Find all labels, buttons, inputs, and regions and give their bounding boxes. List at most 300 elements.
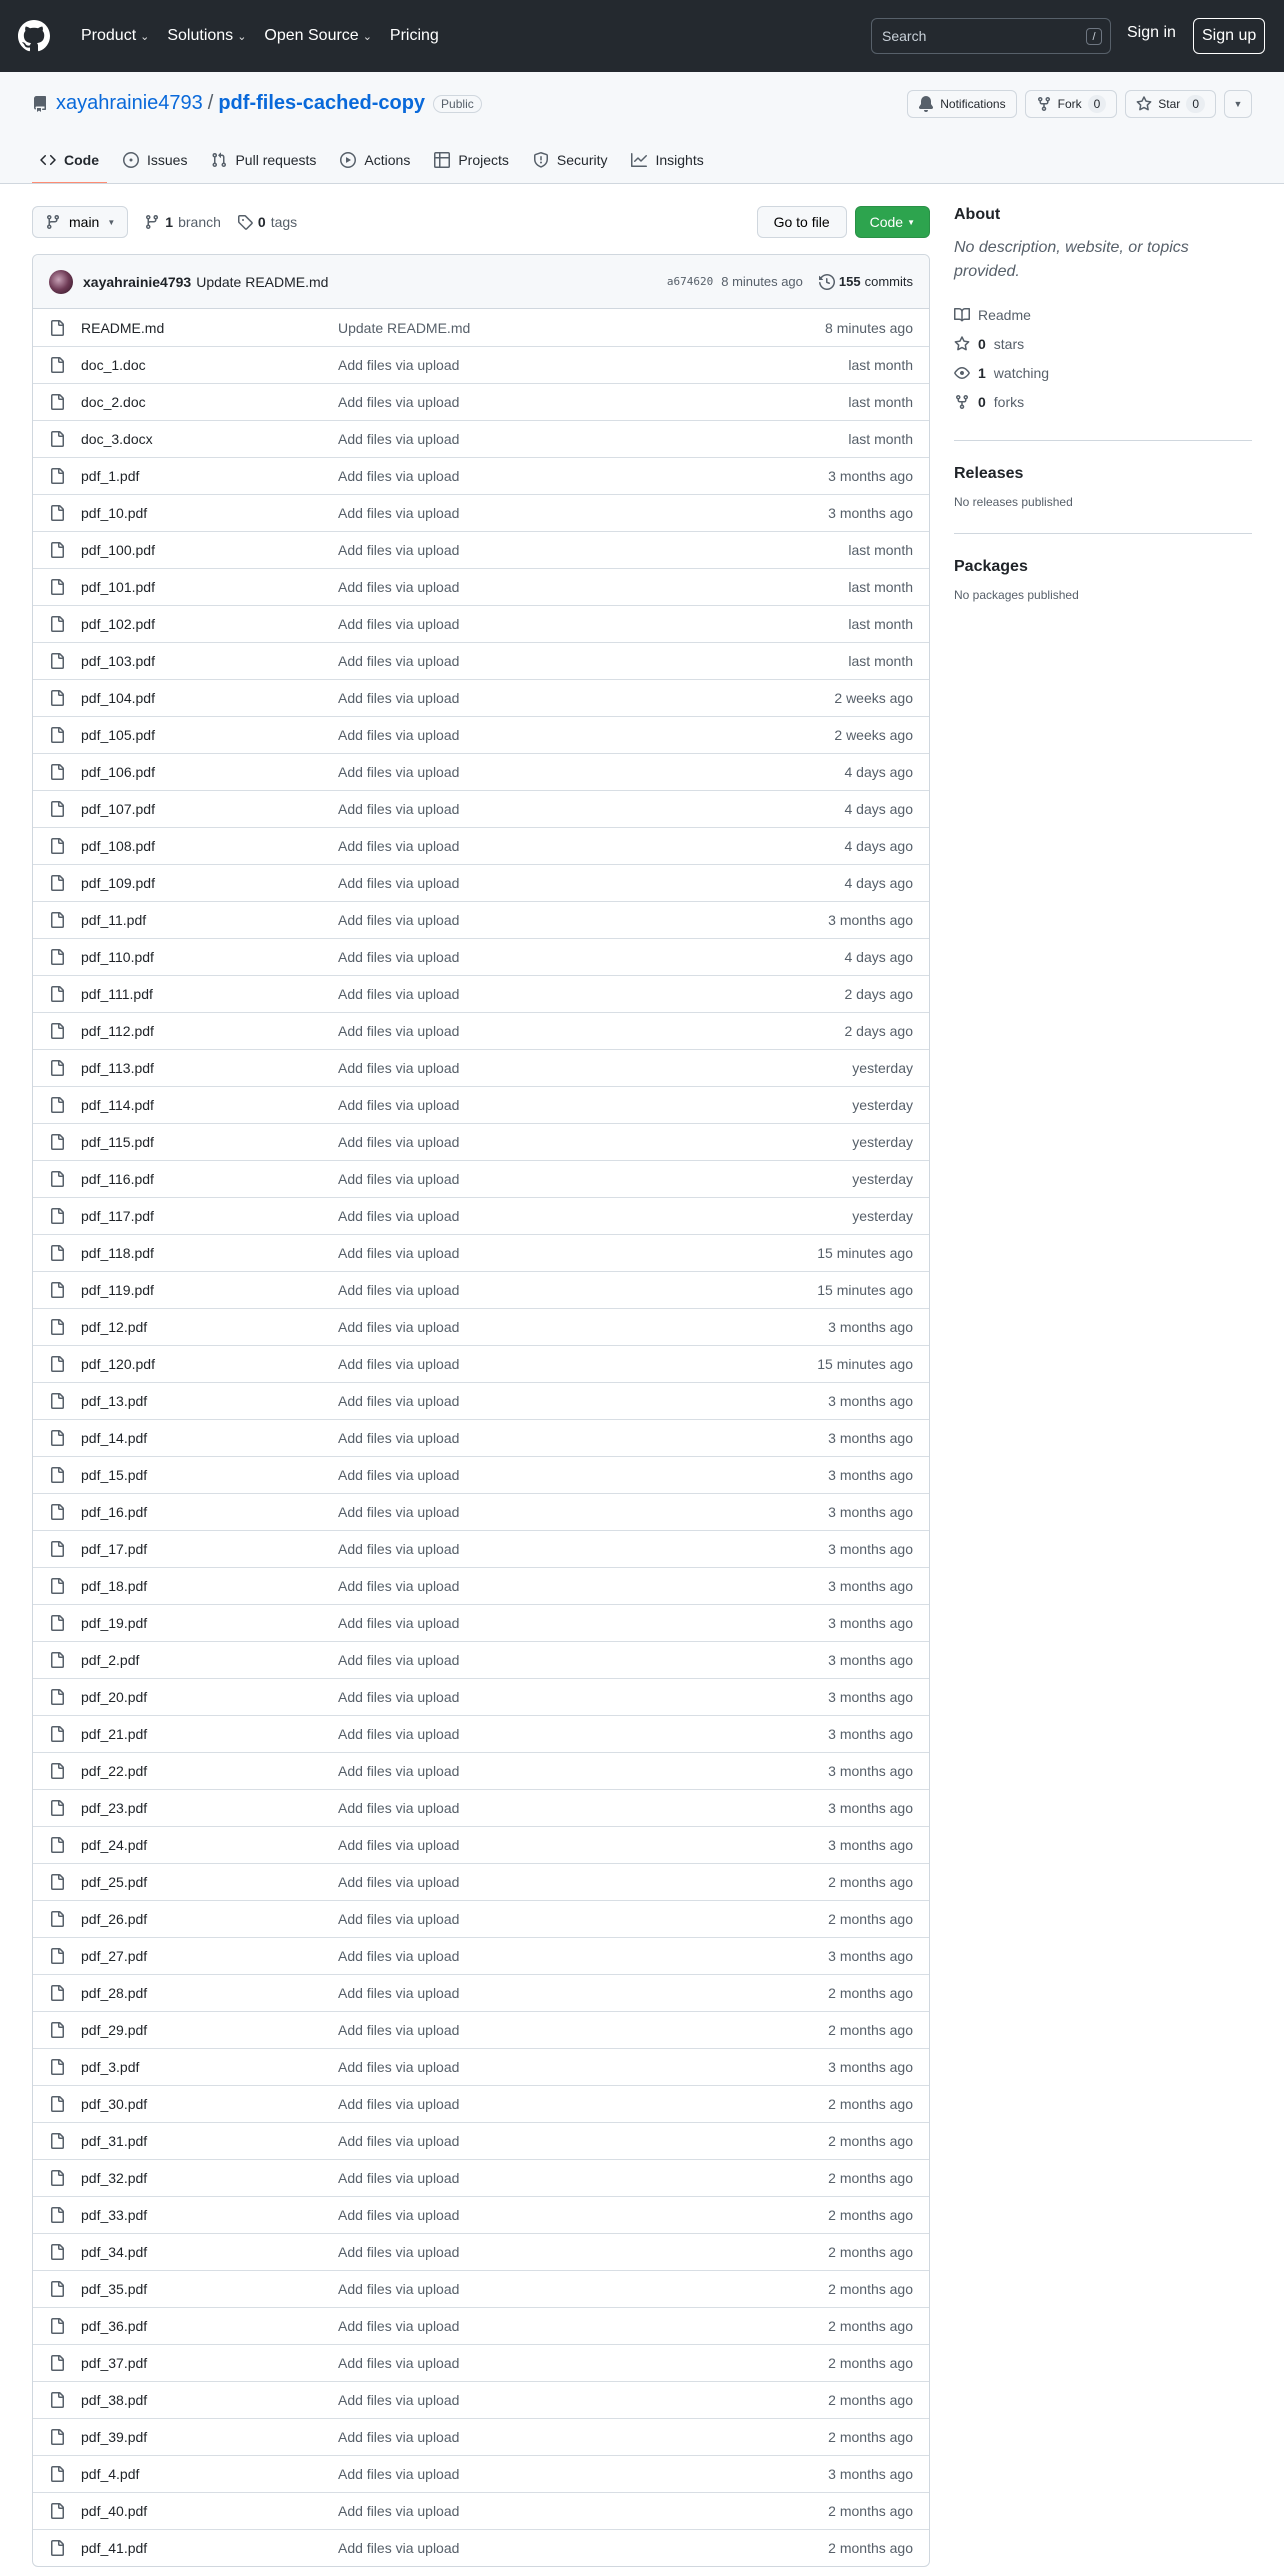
file-commit-time: 2 months ago (828, 2022, 913, 2038)
file-icon (49, 1689, 65, 1705)
releases-heading[interactable]: Releases (954, 465, 1024, 482)
file-commit-time: yesterday (852, 1171, 913, 1187)
table-row[interactable] (33, 1308, 929, 1345)
table-row[interactable] (33, 1789, 929, 1826)
file-commit-time: last month (848, 357, 913, 373)
file-name-link[interactable]: pdf_110.pdf (81, 949, 154, 965)
file-name-link[interactable]: pdf_25.pdf (81, 1874, 148, 1890)
file-commit-message-link[interactable]: Add files via upload (338, 579, 460, 595)
tab-security[interactable] (525, 136, 616, 184)
table-row[interactable] (33, 679, 929, 716)
file-name-link[interactable]: pdf_28.pdf (81, 1985, 148, 2001)
file-commit-message-link[interactable]: Add files via upload (338, 1356, 460, 1372)
file-commit-time: 2 months ago (828, 2170, 913, 2186)
file-name-link[interactable]: doc_3.docx (81, 431, 153, 447)
file-commit-time: 3 months ago (828, 2059, 913, 2075)
table-row[interactable] (33, 753, 929, 790)
file-icon (49, 2392, 65, 2408)
star-icon (954, 336, 970, 352)
file-commit-message-link[interactable]: Add files via upload (338, 912, 460, 928)
nav-open-source[interactable] (255, 27, 381, 45)
file-icon (49, 1245, 65, 1261)
table-row[interactable] (33, 346, 929, 383)
file-commit-message-link[interactable]: Add files via upload (338, 1504, 460, 1520)
tab-pull-requests[interactable] (203, 136, 324, 184)
table-row[interactable] (33, 1604, 929, 1641)
table-row[interactable] (33, 1715, 929, 1752)
file-name-link[interactable]: pdf_37.pdf (81, 2355, 148, 2371)
avatar[interactable] (49, 270, 73, 294)
sign-up-button[interactable]: Sign up (1193, 18, 1265, 54)
file-icon (49, 616, 65, 632)
file-commit-message-link[interactable]: Add files via upload (338, 1837, 460, 1853)
file-icon (49, 727, 65, 743)
readme-label: Readme (978, 306, 1031, 323)
file-name-link[interactable]: pdf_109.pdf (81, 875, 155, 891)
file-commit-message-link[interactable]: Add files via upload (338, 2355, 460, 2371)
file-icon (49, 764, 65, 780)
file-name-link[interactable]: pdf_11.pdf (81, 912, 147, 928)
fork-button[interactable] (1025, 90, 1118, 118)
file-name-link[interactable]: pdf_101.pdf (81, 579, 155, 595)
repo-owner-link[interactable]: xayahrainie4793 (56, 92, 203, 114)
forks-link[interactable] (954, 387, 1252, 416)
file-name-link[interactable]: pdf_39.pdf (81, 2429, 148, 2445)
go-to-file-button[interactable]: Go to file (757, 206, 847, 238)
table-row[interactable] (33, 901, 929, 938)
readme-link[interactable] (954, 300, 1252, 329)
table-row[interactable] (33, 1530, 929, 1567)
file-commit-time: 4 days ago (844, 838, 913, 854)
file-commit-time: 3 months ago (828, 2466, 913, 2482)
table-row[interactable] (33, 1197, 929, 1234)
file-commit-message-link[interactable]: Add files via upload (338, 1060, 460, 1076)
file-name-link[interactable]: pdf_29.pdf (81, 2022, 148, 2038)
commits-label: commits (864, 274, 913, 289)
watching-link[interactable] (954, 358, 1252, 387)
file-name-link[interactable]: pdf_111.pdf (81, 986, 153, 1002)
file-name-link[interactable]: pdf_36.pdf (81, 2318, 148, 2334)
file-commit-message-link[interactable]: Add files via upload (338, 2466, 460, 2482)
file-icon (49, 875, 65, 891)
tab-code[interactable] (32, 136, 107, 184)
file-icon (49, 1948, 65, 1964)
file-icon (49, 838, 65, 854)
table-row[interactable] (33, 605, 929, 642)
table-row[interactable] (33, 2048, 929, 2085)
file-commit-message-link[interactable]: Add files via upload (338, 1208, 460, 1224)
table-row[interactable] (33, 2418, 929, 2455)
file-name-link[interactable]: pdf_3.pdf (81, 2059, 140, 2075)
commit-meta (667, 274, 913, 290)
file-commit-message-link[interactable]: Add files via upload (338, 1097, 460, 1113)
file-name-link[interactable]: pdf_38.pdf (81, 2392, 148, 2408)
file-icon (49, 2207, 65, 2223)
file-commit-message-link[interactable]: Add files via upload (338, 1245, 460, 1261)
file-commit-time: 3 months ago (828, 1541, 913, 1557)
tags-label: tags (270, 214, 298, 230)
file-commit-time: 3 months ago (828, 912, 913, 928)
file-name-link[interactable]: pdf_26.pdf (81, 1911, 148, 1927)
branch-name: main (69, 214, 100, 230)
table-row[interactable] (33, 2344, 929, 2381)
file-commit-message-link[interactable]: Add files via upload (338, 2503, 460, 2519)
table-row[interactable] (33, 494, 929, 531)
table-row[interactable] (33, 1456, 929, 1493)
table-row[interactable] (33, 1678, 929, 1715)
file-name-link[interactable]: pdf_116.pdf (81, 1171, 154, 1187)
table-row[interactable] (33, 1086, 929, 1123)
table-row[interactable] (33, 1567, 929, 1604)
file-commit-time: last month (848, 616, 913, 632)
repo-name-link[interactable]: pdf-files-cached-copy (218, 92, 426, 114)
file-commit-message-link[interactable]: Add files via upload (338, 986, 460, 1002)
global-header (0, 0, 1284, 72)
file-name-link[interactable]: pdf_4.pdf (81, 2466, 140, 2482)
table-row[interactable] (33, 568, 929, 605)
file-commit-message-link[interactable]: Add files via upload (338, 1282, 460, 1298)
table-row[interactable] (33, 2270, 929, 2307)
table-row[interactable] (33, 2455, 929, 2492)
file-name-link[interactable]: pdf_107.pdf (81, 801, 155, 817)
file-name-link[interactable]: pdf_115.pdf (81, 1134, 154, 1150)
file-commit-message-link[interactable]: Add files via upload (338, 1541, 460, 1557)
file-commit-message-link[interactable]: Add files via upload (338, 468, 460, 484)
table-row[interactable] (33, 827, 929, 864)
repo-tabs (32, 136, 720, 184)
file-commit-message-link[interactable]: Add files via upload (338, 2207, 460, 2223)
file-name-link[interactable]: pdf_34.pdf (81, 2244, 148, 2260)
file-icon (49, 579, 65, 595)
visibility-badge: Public (433, 95, 482, 113)
file-commit-message-link[interactable]: Add files via upload (338, 2170, 460, 2186)
file-name-link[interactable]: pdf_120.pdf (81, 1356, 155, 1372)
file-name-link[interactable]: pdf_112.pdf (81, 1023, 154, 1039)
branch-select-button[interactable] (32, 206, 128, 238)
file-icon (49, 1578, 65, 1594)
table-row[interactable] (33, 1160, 929, 1197)
file-commit-time: 3 months ago (828, 1615, 913, 1631)
table-row[interactable] (33, 2159, 929, 2196)
search-input[interactable] (882, 28, 1082, 44)
file-commit-message-link[interactable]: Add files via upload (338, 1615, 460, 1631)
table-row[interactable] (33, 309, 929, 346)
table-row[interactable] (33, 1900, 929, 1937)
file-commit-message-link[interactable]: Add files via upload (338, 2429, 460, 2445)
file-commit-message-link[interactable]: Add files via upload (338, 875, 460, 891)
file-commit-message-link[interactable]: Add files via upload (338, 542, 460, 558)
table-row[interactable] (33, 1123, 929, 1160)
file-commit-message-link[interactable]: Add files via upload (338, 394, 460, 410)
file-name-link[interactable]: pdf_21.pdf (81, 1726, 148, 1742)
file-name-link[interactable]: pdf_113.pdf (81, 1060, 154, 1076)
file-icon (49, 1652, 65, 1668)
file-commit-message-link[interactable]: Add files via upload (338, 1467, 460, 1483)
file-commit-time: 4 days ago (844, 875, 913, 891)
file-commit-message-link[interactable]: Add files via upload (338, 1726, 460, 1742)
table-row[interactable] (33, 864, 929, 901)
file-icon (49, 986, 65, 1002)
star-dropdown-button[interactable] (1224, 90, 1252, 118)
file-icon (49, 431, 65, 447)
file-commit-message-link[interactable]: Add files via upload (338, 1800, 460, 1816)
file-name-link[interactable]: pdf_119.pdf (81, 1282, 154, 1298)
table-row[interactable] (33, 2122, 929, 2159)
packages-empty-text: No packages published (954, 588, 1079, 602)
file-name-link[interactable]: pdf_10.pdf (81, 505, 148, 521)
table-row[interactable] (33, 457, 929, 494)
branches-link[interactable] (144, 214, 221, 230)
tab-issues[interactable] (115, 136, 195, 184)
shield-icon (533, 152, 549, 168)
file-name-link[interactable]: pdf_105.pdf (81, 727, 155, 743)
tab-insights[interactable] (623, 136, 711, 184)
about-heading: About (954, 206, 1001, 223)
file-name-link[interactable]: pdf_20.pdf (81, 1689, 148, 1705)
file-commit-time: yesterday (852, 1060, 913, 1076)
table-row[interactable] (33, 2307, 929, 2344)
file-name-link[interactable]: pdf_35.pdf (81, 2281, 148, 2297)
file-name-link[interactable]: pdf_100.pdf (81, 542, 155, 558)
table-row[interactable] (33, 1012, 929, 1049)
file-commit-time: 4 days ago (844, 801, 913, 817)
file-commit-message-link[interactable]: Add files via upload (338, 2318, 460, 2334)
file-icon (49, 1097, 65, 1113)
github-logo-icon[interactable] (16, 18, 52, 54)
table-row[interactable] (33, 1419, 929, 1456)
file-commit-time: 2 months ago (828, 2318, 913, 2334)
file-name-link[interactable]: pdf_102.pdf (81, 616, 155, 632)
file-commit-message-link[interactable]: Add files via upload (338, 1578, 460, 1594)
file-icon (49, 653, 65, 669)
file-name-link[interactable]: pdf_33.pdf (81, 2207, 148, 2223)
file-commit-message-link[interactable]: Add files via upload (338, 1171, 460, 1187)
file-commit-message-link[interactable]: Add files via upload (338, 1319, 460, 1335)
table-row[interactable] (33, 2381, 929, 2418)
file-icon (49, 801, 65, 817)
table-row[interactable] (33, 420, 929, 457)
file-icon (49, 1356, 65, 1372)
file-name-link[interactable]: pdf_12.pdf (81, 1319, 148, 1335)
sign-in-link[interactable]: Sign in (1127, 24, 1176, 41)
file-name-link[interactable]: pdf_103.pdf (81, 653, 155, 669)
file-commit-message-link[interactable]: Add files via upload (338, 2022, 460, 2038)
file-icon (49, 690, 65, 706)
file-name-link[interactable]: pdf_24.pdf (81, 1837, 148, 1853)
triangle-down-icon: ▼ (1233, 99, 1243, 109)
file-icon (49, 1282, 65, 1298)
file-icon (49, 2022, 65, 2038)
file-name-link[interactable]: pdf_40.pdf (81, 2503, 148, 2519)
file-commit-message-link[interactable]: Add files via upload (338, 727, 460, 743)
file-commit-message-link[interactable]: Add files via upload (338, 1763, 460, 1779)
file-commit-message-link[interactable]: Add files via upload (338, 616, 460, 632)
file-icon (49, 320, 65, 336)
file-commit-message-link[interactable]: Add files via upload (338, 2281, 460, 2297)
file-name-link[interactable]: pdf_118.pdf (81, 1245, 154, 1261)
file-icon (49, 2133, 65, 2149)
global-nav (72, 27, 448, 45)
tab-projects[interactable] (426, 136, 517, 184)
code-button[interactable] (855, 206, 930, 238)
file-name-link[interactable]: pdf_30.pdf (81, 2096, 148, 2112)
file-name-link[interactable]: pdf_108.pdf (81, 838, 155, 854)
file-commit-time: last month (848, 653, 913, 669)
tags-link[interactable] (237, 214, 297, 230)
file-commit-message-link[interactable]: Add files via upload (338, 2133, 460, 2149)
table-row[interactable] (33, 790, 929, 827)
table-row[interactable] (33, 2233, 929, 2270)
table-row[interactable] (33, 1641, 929, 1678)
file-icon (49, 1504, 65, 1520)
file-commit-message-link[interactable]: Add files via upload (338, 357, 460, 373)
table-row[interactable] (33, 2196, 929, 2233)
table-row[interactable] (33, 531, 929, 568)
file-commit-message-link[interactable]: Add files via upload (338, 1134, 460, 1150)
branches-count: 1 (165, 214, 174, 230)
file-commit-message-link[interactable]: Add files via upload (338, 1948, 460, 1964)
file-name-link[interactable]: pdf_2.pdf (81, 1652, 140, 1668)
file-commit-message-link[interactable]: Add files via upload (338, 1985, 460, 2001)
commit-sha-link[interactable]: a674620 (666, 275, 714, 288)
file-icon (49, 2429, 65, 2445)
nav-solutions[interactable] (158, 27, 255, 45)
table-row[interactable] (33, 642, 929, 679)
file-commit-message-link[interactable]: Add files via upload (338, 2059, 460, 2075)
repo-separator: / (207, 92, 214, 114)
star-count: 0 (1186, 95, 1205, 113)
tab-insights-label: Insights (655, 152, 704, 168)
file-commit-message-link[interactable]: Add files via upload (338, 1874, 460, 1890)
file-commit-time: 2 months ago (828, 2392, 913, 2408)
file-commit-message-link[interactable]: Update README.md (338, 319, 471, 336)
file-commit-time: 3 months ago (828, 1652, 913, 1668)
file-commit-message-link[interactable]: Add files via upload (338, 949, 460, 965)
file-commit-message-link[interactable]: Add files via upload (338, 505, 460, 521)
about-description: No description, website, or topics provided. (954, 239, 1189, 280)
file-name-link[interactable]: README.md (81, 319, 165, 336)
file-name-link[interactable]: pdf_23.pdf (81, 1800, 148, 1816)
file-name-link[interactable]: pdf_117.pdf (81, 1208, 154, 1224)
file-icon (49, 1319, 65, 1335)
file-commit-time: 8 minutes ago (825, 319, 913, 336)
table-row[interactable] (33, 716, 929, 753)
table-row[interactable] (33, 2011, 929, 2048)
file-name-link[interactable]: pdf_14.pdf (81, 1430, 148, 1446)
packages-heading[interactable]: Packages (954, 558, 1028, 575)
file-icon (49, 2355, 65, 2371)
table-row[interactable] (33, 1345, 929, 1382)
table-row[interactable] (33, 1752, 929, 1789)
fork-label: Fork (1057, 97, 1082, 111)
file-commit-message-link[interactable]: Add files via upload (338, 1911, 460, 1927)
table-row[interactable] (33, 1863, 929, 1900)
table-row[interactable] (33, 975, 929, 1012)
nav-product[interactable] (72, 27, 158, 45)
table-row[interactable] (33, 2492, 929, 2529)
file-name-link[interactable]: pdf_41.pdf (81, 2540, 148, 2556)
file-commit-message-link[interactable]: Add files via upload (338, 838, 460, 854)
play-icon (340, 152, 356, 168)
table-row[interactable] (33, 938, 929, 975)
table-row[interactable] (33, 2529, 929, 2566)
file-name-link[interactable]: pdf_18.pdf (81, 1578, 148, 1594)
file-icon (49, 1874, 65, 1890)
file-commit-message-link[interactable]: Add files via upload (338, 690, 460, 706)
git-branch-icon (144, 214, 160, 230)
file-icon (49, 1060, 65, 1076)
table-row[interactable] (33, 1826, 929, 1863)
file-commit-message-link[interactable]: Add files via upload (338, 1023, 460, 1039)
table-row[interactable] (33, 1493, 929, 1530)
file-icon (49, 394, 65, 410)
file-name-link[interactable]: pdf_19.pdf (81, 1615, 148, 1631)
file-commit-message-link[interactable]: Add files via upload (338, 2540, 460, 2556)
search-box[interactable] (871, 18, 1111, 54)
file-commit-message-link[interactable]: Add files via upload (338, 1652, 460, 1668)
file-commit-message-link[interactable]: Add files via upload (338, 1430, 460, 1446)
stars-link[interactable] (954, 329, 1252, 358)
file-name-link[interactable]: pdf_27.pdf (81, 1948, 148, 1964)
file-name-link[interactable]: pdf_17.pdf (81, 1541, 148, 1557)
table-row[interactable] (33, 1049, 929, 1086)
table-row[interactable] (33, 1382, 929, 1419)
file-name-link[interactable]: pdf_22.pdf (81, 1763, 148, 1779)
table-row[interactable] (33, 1974, 929, 2011)
commit-message-link[interactable]: Update README.md (196, 273, 329, 290)
file-name-link[interactable]: pdf_32.pdf (81, 2170, 148, 2186)
file-commit-message-link[interactable]: Add files via upload (338, 801, 460, 817)
file-name-link[interactable]: pdf_13.pdf (81, 1393, 148, 1409)
file-commit-message-link[interactable]: Add files via upload (338, 431, 460, 447)
file-commit-message-link[interactable]: Add files via upload (338, 2392, 460, 2408)
file-name-link[interactable]: pdf_16.pdf (81, 1504, 148, 1520)
chevron-down-icon: ⌄ (362, 30, 372, 43)
file-name-link[interactable]: pdf_106.pdf (81, 764, 155, 780)
file-commit-message-link[interactable]: Add files via upload (338, 764, 460, 780)
file-name-link[interactable]: pdf_15.pdf (81, 1467, 148, 1483)
table-row[interactable] (33, 1271, 929, 1308)
file-icon (49, 542, 65, 558)
table-row[interactable] (33, 383, 929, 420)
table-row[interactable] (33, 1234, 929, 1271)
file-commit-time: 3 months ago (828, 1763, 913, 1779)
file-commit-message-link[interactable]: Add files via upload (338, 2244, 460, 2260)
tab-actions[interactable] (332, 136, 418, 184)
file-commit-message-link[interactable]: Add files via upload (338, 1689, 460, 1705)
file-name-link[interactable]: doc_1.doc (81, 357, 146, 373)
file-commit-time: 15 minutes ago (817, 1282, 913, 1298)
star-button[interactable] (1125, 90, 1216, 118)
commit-author-link[interactable]: xayahrainie4793 (83, 273, 192, 290)
file-commit-message-link[interactable]: Add files via upload (338, 2096, 460, 2112)
file-name-link[interactable]: pdf_31.pdf (81, 2133, 148, 2149)
file-name-link[interactable]: doc_2.doc (81, 394, 146, 410)
file-name-link[interactable]: pdf_1.pdf (81, 468, 140, 484)
notifications-button[interactable] (907, 90, 1016, 118)
table-row[interactable] (33, 1937, 929, 1974)
table-row[interactable] (33, 2085, 929, 2122)
commits-history-link[interactable] (819, 274, 913, 290)
nav-pricing[interactable] (381, 27, 448, 45)
file-name-link[interactable]: pdf_104.pdf (81, 690, 155, 706)
file-name-link[interactable]: pdf_114.pdf (81, 1097, 154, 1113)
file-commit-time: 3 months ago (828, 1430, 913, 1446)
file-commit-time: 3 months ago (828, 1578, 913, 1594)
file-commit-message-link[interactable]: Add files via upload (338, 1393, 460, 1409)
file-commit-message-link[interactable]: Add files via upload (338, 653, 460, 669)
file-icon (49, 1171, 65, 1187)
